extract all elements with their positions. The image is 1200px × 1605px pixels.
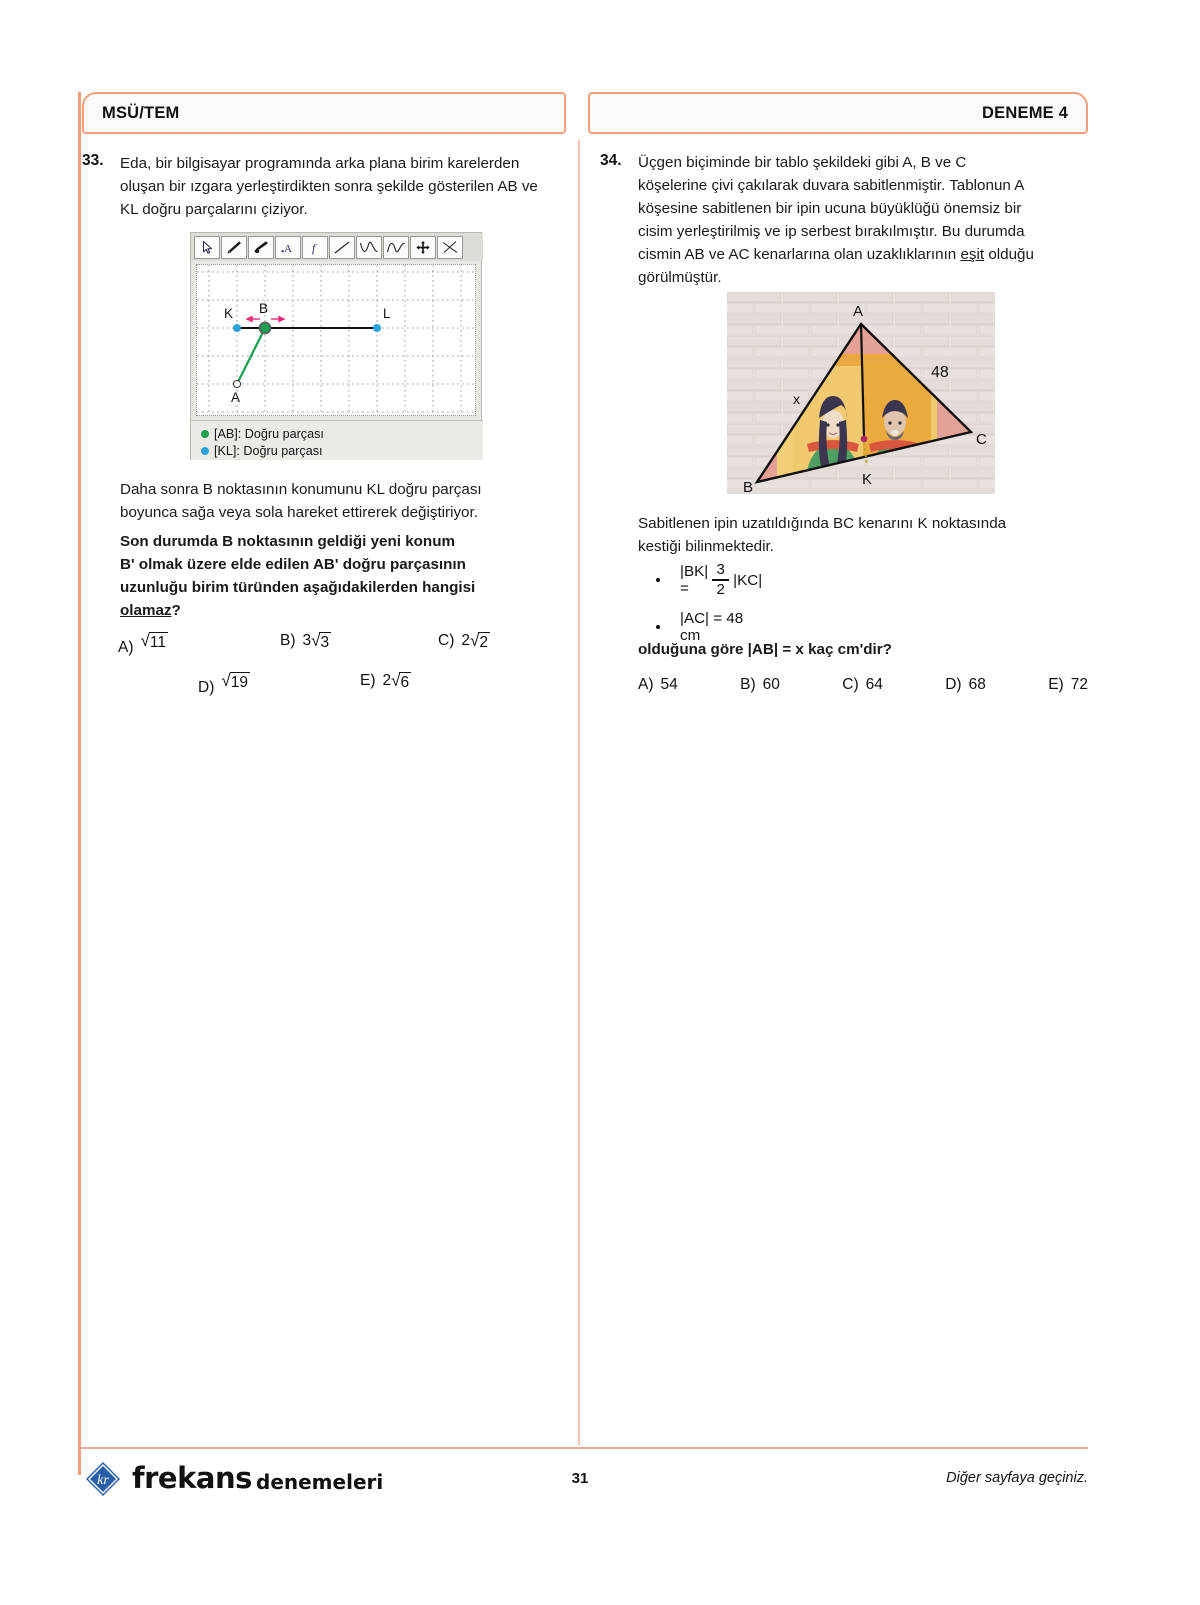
question-33-prompt-line3: uzunluğu birim türünden aşağıdakilerden hangisi: [120, 579, 476, 597]
question-33-prompt: [120, 530, 540, 622]
geometry-app-legend: [191, 420, 483, 460]
option-33-d-label: D): [198, 679, 215, 696]
next-page-note: Diğer sayfaya geçiniz.: [946, 1470, 1088, 1486]
option-33-c-label: C): [438, 632, 455, 649]
question-34-intro-line6: görülmüştür.: [638, 269, 722, 287]
svg-text:kr: kr: [97, 1473, 109, 1488]
option-33-e-label: E): [360, 672, 376, 689]
point-b: [259, 322, 270, 333]
question-34-intro-line5a: cismin AB ve AC kenarlarına olan uzaklıklarının: [638, 246, 961, 264]
option-34-c-value: 64: [865, 676, 883, 693]
option-33-a[interactable]: [118, 632, 280, 657]
question-33-options-row-1: [118, 632, 538, 657]
option-33-b-value: [303, 632, 332, 652]
question-33-prompt-line4: [120, 599, 540, 622]
option-33-d-arg: 19: [230, 674, 248, 691]
option-33-c-coef: 2: [461, 632, 470, 649]
svg-text:f: f: [312, 240, 316, 255]
option-34-d-value: 68: [968, 676, 986, 693]
point-l: [373, 324, 381, 332]
legend-item-ab: [201, 425, 483, 442]
question-34-intro-line5: [638, 243, 1086, 266]
question-33-prompt-line2: B' olmak üzere elde edilen AB' doğru parçasının: [120, 556, 466, 574]
fraction-numerator: 3: [716, 561, 725, 578]
option-33-a-label: A): [118, 639, 134, 656]
header-box-right: [588, 92, 1088, 134]
option-33-c[interactable]: [438, 632, 490, 657]
question-34-intro-line3: köşesine sabitlenen bir ipin ucuna büyüklüğü önemsiz bir: [638, 200, 1022, 218]
hanging-object-dot: [861, 436, 868, 443]
column-divider: [578, 140, 580, 1445]
point-a: [233, 380, 240, 387]
question-33-options-row-2: [198, 672, 538, 697]
option-33-c-arg: 2: [479, 634, 488, 651]
option-34-e-value: 72: [1070, 676, 1088, 693]
header-box-left: [82, 92, 566, 134]
option-34-a[interactable]: [638, 676, 678, 694]
frekans-wordmark: frekans: [132, 1461, 252, 1495]
line-icon[interactable]: [329, 236, 355, 259]
option-34-e-label: E): [1048, 676, 1064, 693]
option-34-a-value: 54: [660, 676, 678, 693]
option-34-d[interactable]: [945, 676, 986, 694]
option-33-b-arg: 3: [320, 634, 330, 651]
question-34-esit: eşit: [960, 246, 985, 264]
option-34-a-label: A): [638, 676, 654, 693]
question-34-after-figure: [638, 512, 1086, 558]
option-34-b[interactable]: [740, 676, 780, 694]
label-l: L: [383, 306, 391, 321]
bullet-ac-text: |AC| = 48 cm: [680, 610, 744, 645]
question-33-number: 33.: [82, 152, 104, 169]
wall-triangle-drawing: [727, 292, 995, 494]
label-a: A: [231, 390, 241, 405]
option-33-c-value: [461, 632, 490, 652]
label-b: B: [259, 301, 269, 316]
frekans-subtitle: denemeleri: [256, 1470, 384, 1494]
geometry-drawing: [197, 265, 475, 415]
option-34-c-label: C): [842, 676, 859, 693]
label-a-vertex: A: [853, 303, 864, 320]
option-34-e[interactable]: [1048, 676, 1088, 694]
radical-sign-e: √: [391, 671, 401, 690]
legend-dot-green: [201, 430, 209, 438]
exam-code-title: MSÜ/TEM: [102, 103, 180, 122]
cursor-icon[interactable]: [194, 236, 220, 259]
frekans-logo-icon: [84, 1460, 122, 1498]
geometry-app-figure: [190, 232, 482, 460]
option-33-a-value: [141, 632, 168, 652]
segment-ab: [237, 328, 265, 384]
legend-item-kl: [201, 442, 483, 459]
question-34-prompt: olduğuna göre |AB| = x kaç cm'dir?: [638, 641, 892, 658]
point-k: [233, 324, 241, 332]
bullet-bk-kc: [656, 562, 762, 598]
fraction-3-over-2: [712, 562, 729, 598]
bullet-bk-rhs: |KC|: [733, 571, 763, 589]
geometry-app-canvas[interactable]: [196, 264, 476, 416]
option-34-c[interactable]: [842, 676, 883, 694]
question-33-questionmark: ?: [171, 602, 181, 620]
option-34-b-label: B): [740, 676, 756, 693]
footer-rule: [78, 1447, 1088, 1449]
radical-sign-a: √: [140, 631, 150, 650]
option-33-d-value: [221, 672, 250, 692]
option-33-b-coef: 3: [302, 632, 312, 649]
question-34-intro-line4: cisim yerleştirilmiş ve ip serbest bırakılmıştır. Bu durumda: [638, 223, 1025, 241]
option-33-b[interactable]: [280, 632, 438, 657]
pencil-icon[interactable]: [221, 236, 247, 259]
question-34-after-line1: Sabitlenen ipin uzatıldığında BC kenarını K noktasında: [638, 515, 1007, 532]
option-33-d[interactable]: [198, 672, 360, 697]
option-33-e[interactable]: [360, 672, 411, 697]
option-33-e-arg: 6: [400, 674, 410, 691]
label-k-point: K: [862, 471, 873, 488]
label-c-vertex: C: [976, 431, 987, 448]
legend-dot-blue: [201, 447, 209, 455]
question-34-intro-line2: köşelerine çivi çakılarak duvara sabitlenmiştir. Tablonun A: [638, 177, 1025, 195]
option-33-e-coef: 2: [382, 672, 392, 689]
label-side-48: 48: [931, 364, 949, 381]
wall-triangle-figure: [727, 292, 995, 494]
geometry-app-toolbar[interactable]: [191, 233, 483, 261]
function-f-icon[interactable]: [302, 236, 328, 259]
label-b-vertex: B: [743, 479, 754, 494]
question-34-intro-line1: Üçgen biçiminde bir tablo şekildeki gibi A, B ve C: [638, 154, 967, 171]
legend-label-ab: [AB]: Doğru parçası: [214, 426, 324, 441]
radical-sign-c: √: [469, 631, 480, 650]
question-33-prompt-line1: Son durumda B noktasının geldiği yeni konum: [120, 533, 455, 550]
page-left-rail: [78, 92, 81, 1475]
page-number: 31: [571, 1470, 589, 1487]
trial-name-title: DENEME 4: [982, 103, 1068, 122]
curve-icon[interactable]: [356, 236, 382, 259]
svg-text:A: A: [284, 242, 292, 255]
question-33-intro: Eda, bir bilgisayar programında arka plana birim karelerden oluşan bir ızgara yerleştirdikten sonra şekilde gösterilen AB ve KL doğru parçalarını çiziyor.: [120, 155, 538, 219]
axes-icon[interactable]: [437, 236, 463, 259]
option-33-a-arg: 11: [149, 634, 166, 651]
label-k: K: [224, 306, 234, 321]
option-33-b-label: B): [280, 632, 296, 649]
question-34-number: 34.: [600, 152, 622, 169]
wave-icon[interactable]: [383, 236, 409, 259]
bullet-dot-1: [656, 578, 660, 582]
fraction-denominator: 2: [716, 581, 725, 599]
bullet-bk-lhs: |BK| =: [680, 563, 709, 598]
option-33-e-value: [383, 672, 412, 692]
question-33-olamaz: olamaz: [120, 602, 172, 620]
bullet-dot-2: [656, 625, 660, 629]
question-34-intro: [638, 151, 1086, 290]
eraser-icon[interactable]: [248, 236, 274, 259]
page-footer: [0, 1452, 1200, 1512]
legend-label-kl: [KL]: Doğru parçası: [214, 443, 323, 458]
move-icon[interactable]: [410, 236, 436, 259]
question-34-after-line2: kestiği bilinmektedir.: [638, 538, 774, 556]
option-34-d-label: D): [945, 676, 962, 693]
question-33-after-figure: Daha sonra B noktasının konumunu KL doğru parçası boyunca sağa veya sola hareket ettirerek değiştiriyor.: [120, 481, 482, 522]
text-a-icon[interactable]: [275, 236, 301, 259]
option-34-b-value: 60: [762, 676, 780, 693]
radical-sign-d: √: [221, 671, 231, 690]
radical-sign-b: √: [311, 631, 321, 650]
question-34-intro-line5c: olduğu: [984, 246, 1034, 264]
label-side-x: x: [793, 391, 800, 407]
question-34-options: [638, 676, 1088, 694]
